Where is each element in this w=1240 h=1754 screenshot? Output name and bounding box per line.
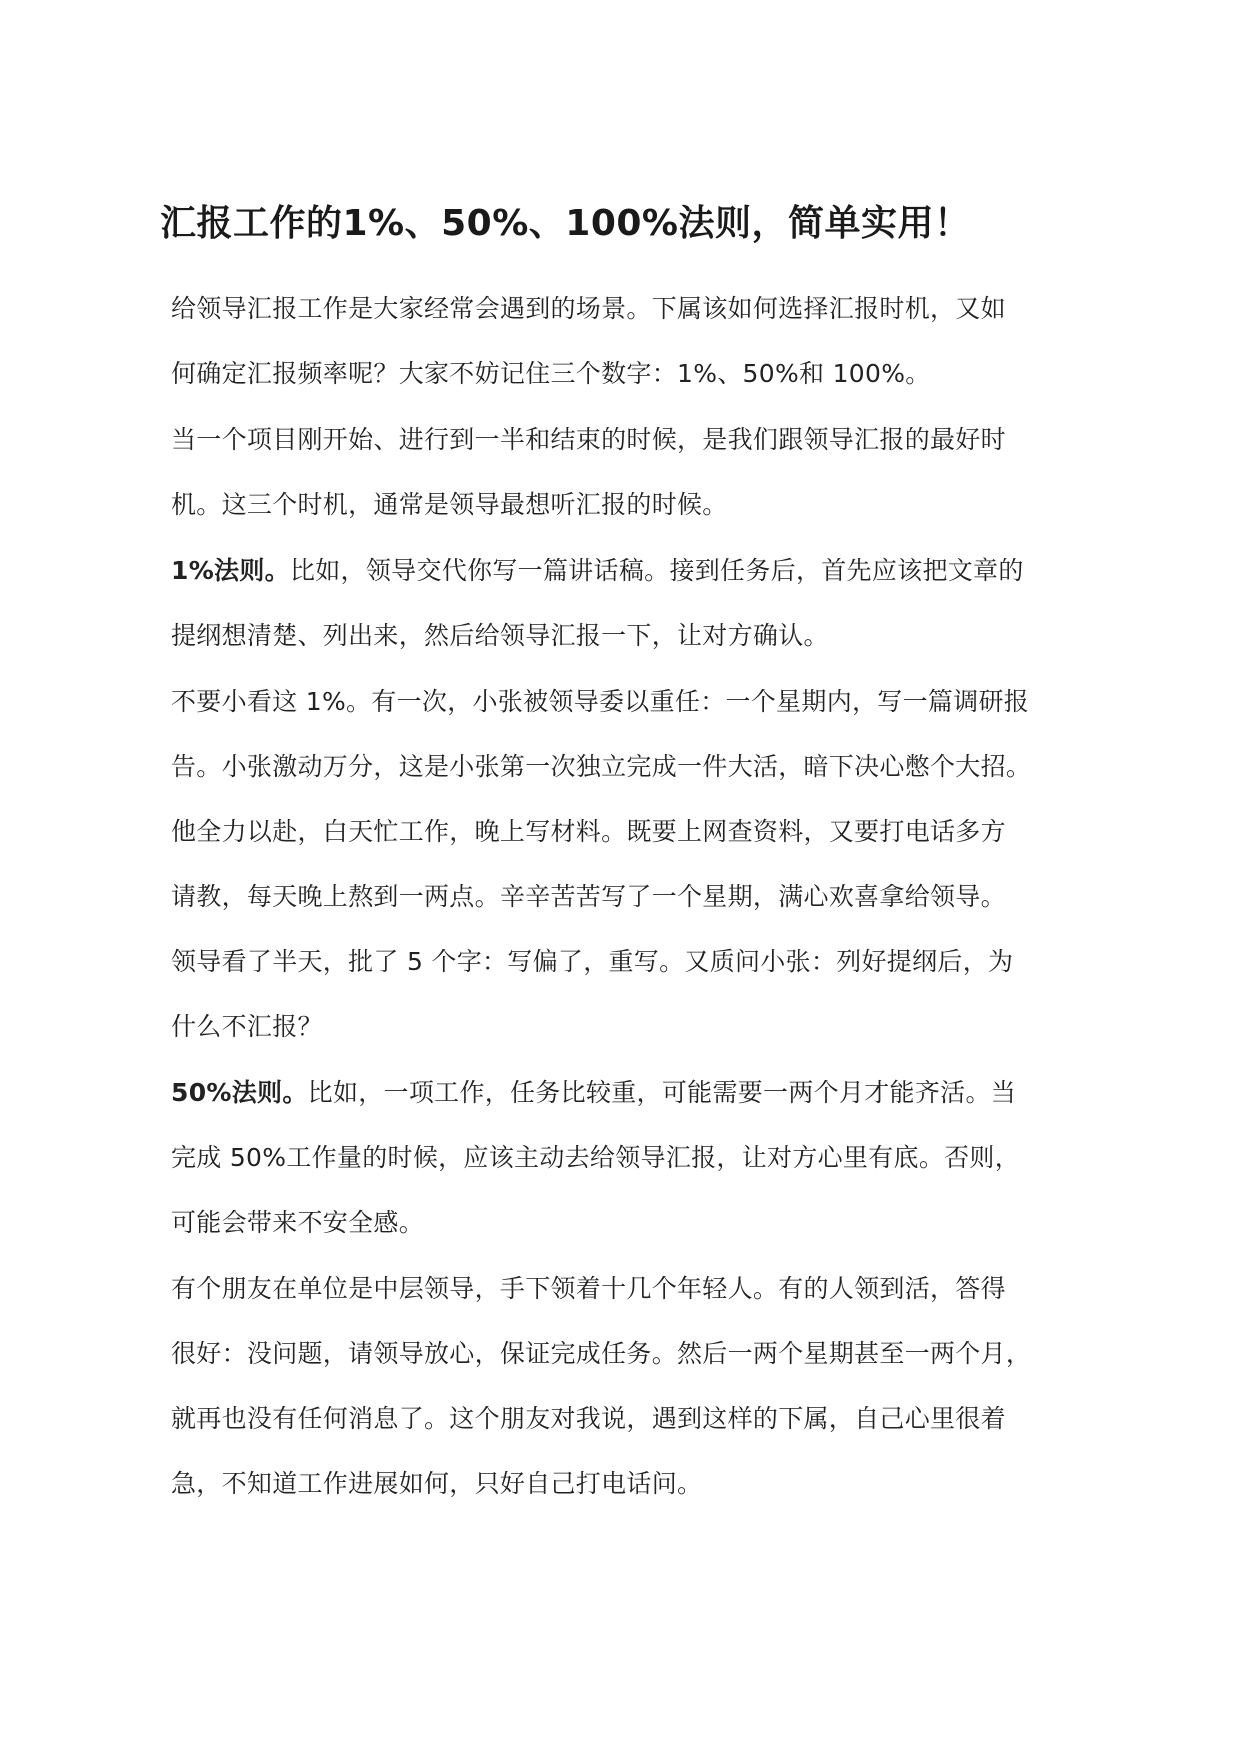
- rule-heading: 50%法则。: [171, 1078, 308, 1107]
- text-line: 领导看了半天，批了 5 个字：写偏了，重写。又质问小张：列好提纲后，为: [171, 947, 1014, 976]
- paragraph-story-xiaozhang: [171, 669, 1101, 1059]
- article-title: 汇报工作的1%、50%、100%法则，简单实用！: [160, 203, 971, 244]
- text-line: 有个朋友在单位是中层领导，手下领着十几个年轻人。有的人领到活，答得: [171, 1274, 1006, 1303]
- text-line: 完成 50%工作量的时候，应该主动去给领导汇报，让对方心里有底。否则，: [171, 1143, 1021, 1172]
- text-line: 就再也没有任何消息了。这个朋友对我说，遇到这样的下属，自己心里很着: [171, 1404, 1006, 1433]
- paragraph-1-percent-rule: [171, 538, 1101, 668]
- paragraph-50-percent-rule: [171, 1060, 1101, 1255]
- paragraph-story-friend: [171, 1256, 1101, 1516]
- text-line: 什么不汇报？: [171, 1012, 323, 1041]
- paragraph-intro: [171, 276, 1101, 406]
- article-body: [171, 276, 1101, 1517]
- text-line: 机。这三个时机，通常是领导最想听汇报的时候。: [171, 490, 728, 519]
- rule-heading: 1%法则。: [171, 556, 290, 585]
- text-line: 请教，每天晚上熬到一两点。辛辛苦苦写了一个星期，满心欢喜拿给领导。: [171, 882, 1006, 911]
- text-line: [171, 538, 1101, 603]
- rule-text: 比如，领导交代你写一篇讲话稿。接到任务后，首先应该把文章的: [289, 556, 1024, 585]
- text-line: 告。小张激动万分，这是小张第一次独立完成一件大活，暗下决心憋个大招。: [171, 752, 1032, 781]
- text-line: 很好：没问题，请领导放心，保证完成任务。然后一两个星期甚至一两个月，: [171, 1339, 1032, 1368]
- text-line: 当一个项目刚开始、进行到一半和结束的时候，是我们跟领导汇报的最好时: [171, 425, 1006, 454]
- text-line: 急，不知道工作进展如何，只好自己打电话问。: [171, 1469, 703, 1498]
- text-line: 提纲想清楚、列出来，然后给领导汇报一下，让对方确认。: [171, 621, 829, 650]
- text-line: 不要小看这 1%。有一次，小张被领导委以重任：一个星期内，写一篇调研报: [171, 687, 1030, 716]
- paragraph-timing: [171, 407, 1101, 537]
- text-line: 可能会带来不安全感。: [171, 1208, 425, 1237]
- text-line: 他全力以赴，白天忙工作，晚上写材料。既要上网查资料，又要打电话多方: [171, 817, 1006, 846]
- rule-text: 比如，一项工作，任务比较重，可能需要一两个月才能齐活。当: [307, 1078, 1017, 1107]
- text-line: 给领导汇报工作是大家经常会遇到的场景。下属该如何选择汇报时机，又如: [171, 294, 1006, 323]
- text-line: 何确定汇报频率呢？大家不妨记住三个数字：1%、50%和 100%。: [171, 359, 931, 388]
- text-line: [171, 1060, 1101, 1125]
